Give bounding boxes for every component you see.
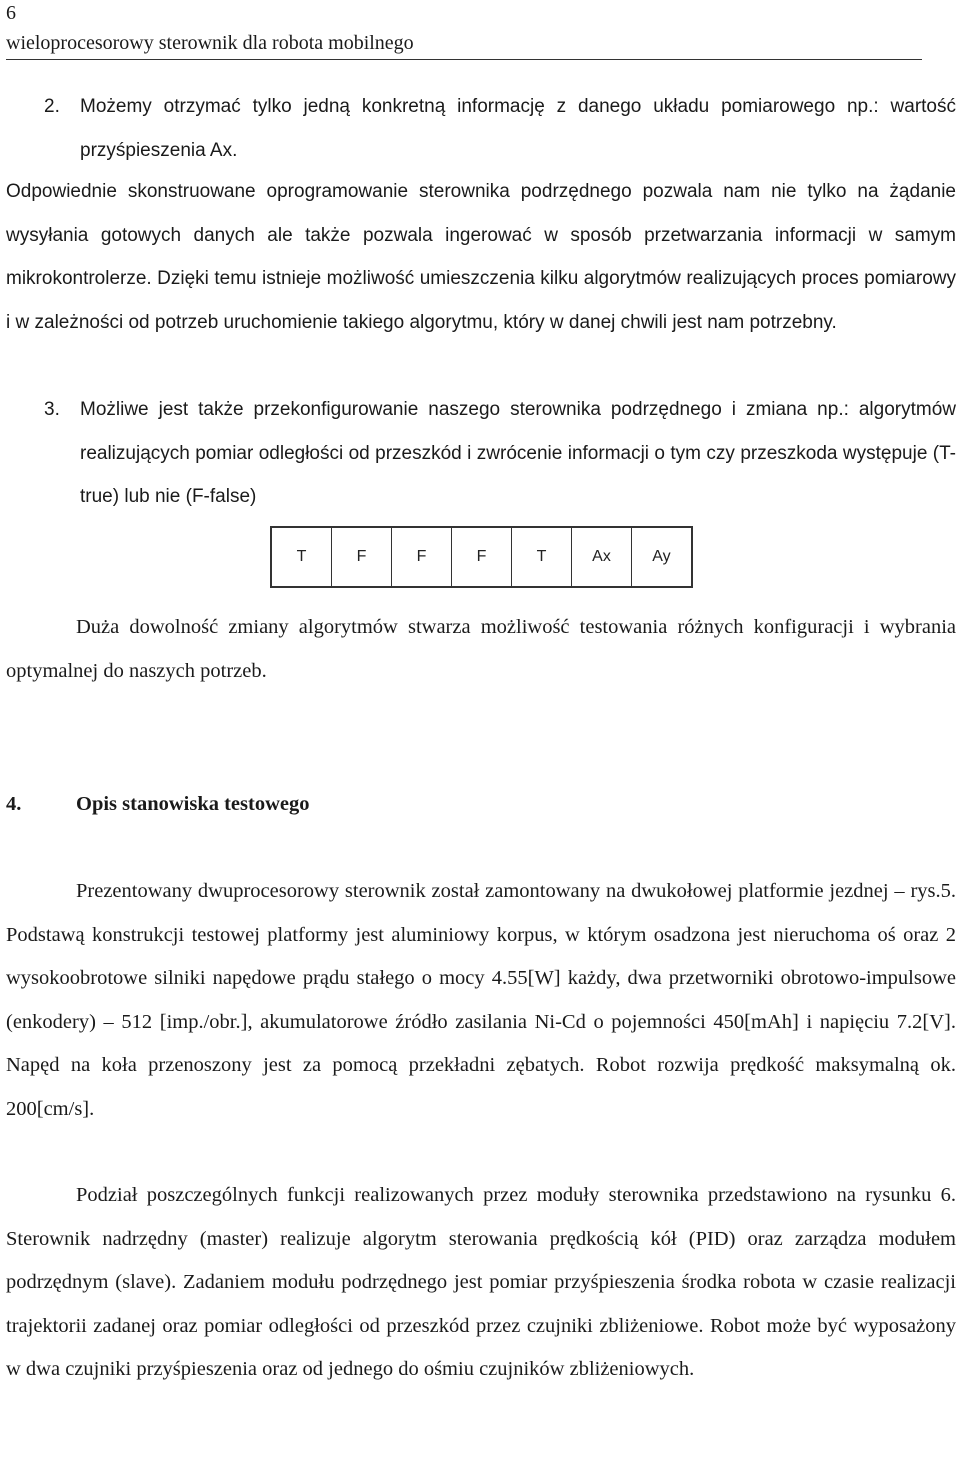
header-rule — [6, 59, 922, 60]
frame-cell: F — [452, 527, 512, 587]
list-item-2-text: Możemy otrzymać tylko jedną konkretną informację z danego układu pomiarowego np.: wartość przyśpieszenia Ax. — [80, 96, 956, 161]
data-frame-table — [270, 526, 693, 588]
running-header — [6, 0, 922, 59]
frame-cell: F — [392, 527, 452, 587]
page-number: 6 — [6, 2, 16, 24]
paragraph-3: Prezentowany dwuprocesorowy sterownik został zamontowany na dwukołowej platformie jezdnej – rys.5. Podstawą konstrukcji testowej platformy jest aluminiowy korpus, w którym osadzona jest nieruchoma oś oraz 2 wysokoobrotowe silniki napędowe prądu stałego o mocy 4.55[W] każdy, dwa przetworniki obrotowo-impulsowe (enkodery) – 512 [imp./obr.], akumulatorowe źródło zasilania Ni-Cd o pojemności 450[mAh] i napięciu 7.2[V]. Napęd na koła przenoszony jest za pomocą przekładni zębatych. Robot rozwija prędkość maksymalną ok. 200[cm/s]. — [6, 880, 956, 1120]
frame-cell: T — [512, 527, 572, 587]
data-frame-row — [271, 527, 692, 587]
frame-cell: F — [332, 527, 392, 587]
frame-cell: T — [271, 527, 332, 587]
frame-cell: Ax — [572, 527, 632, 587]
list-number-2: 2. — [44, 96, 60, 117]
list-number-3: 3. — [44, 399, 60, 420]
frame-cell: Ay — [632, 527, 693, 587]
paragraph-2: Duża dowolność zmiany algorytmów stwarza możliwość testowania różnych konfiguracji i wybrania optymalnej do naszych potrzeb. — [6, 616, 956, 682]
running-title: wieloprocesorowy sterownik dla robota mobilnego — [6, 32, 414, 54]
section-number: 4. — [6, 793, 22, 815]
paragraph-4: Podział poszczególnych funkcji realizowanych przez moduły sterownika przedstawiono na rysunku 6. Sterownik nadrzędny (master) realizuje algorytm sterowania prędkością kół (PID) oraz zarządza modułem podrzędnym (slave). Zadaniem modułu podrzędnego jest pomiar przyśpieszenia środka robota w czasie realizacji trajektorii zadanej oraz pomiar odległości od przeszkód przez czujniki zbliżeniowe. Robot może być wyposażony w dwa czujniki przyśpieszenia oraz od jednego do ośmiu czujników zbliżeniowych. — [6, 1184, 956, 1380]
paragraph-1: Odpowiednie skonstruowane oprogramowanie sterownika podrzędnego pozwala nam nie tylko na żądanie wysyłania gotowych danych ale także pozwala ingerować w sposób przetwarzania informacji w samym mikrokontrolerze. Dzięki temu istnieje możliwość umieszczenia kilku algorytmów realizujących proces pomiarowy i w zależności od potrzeb uruchomienie takiego algorytmu, który w danej chwili jest nam potrzebny. — [6, 181, 956, 333]
section-title: Opis stanowiska testowego — [76, 793, 310, 815]
section-heading — [6, 786, 310, 822]
list-item-3-text: Możliwe jest także przekonfigurowanie naszego sterownika podrzędnego i zmiana np.: algorytmów realizujących pomiar odległości od przeszkód i zwrócenie informacji o tym czy przeszkoda występuje (T-true) lub nie (F-false) — [80, 399, 956, 507]
